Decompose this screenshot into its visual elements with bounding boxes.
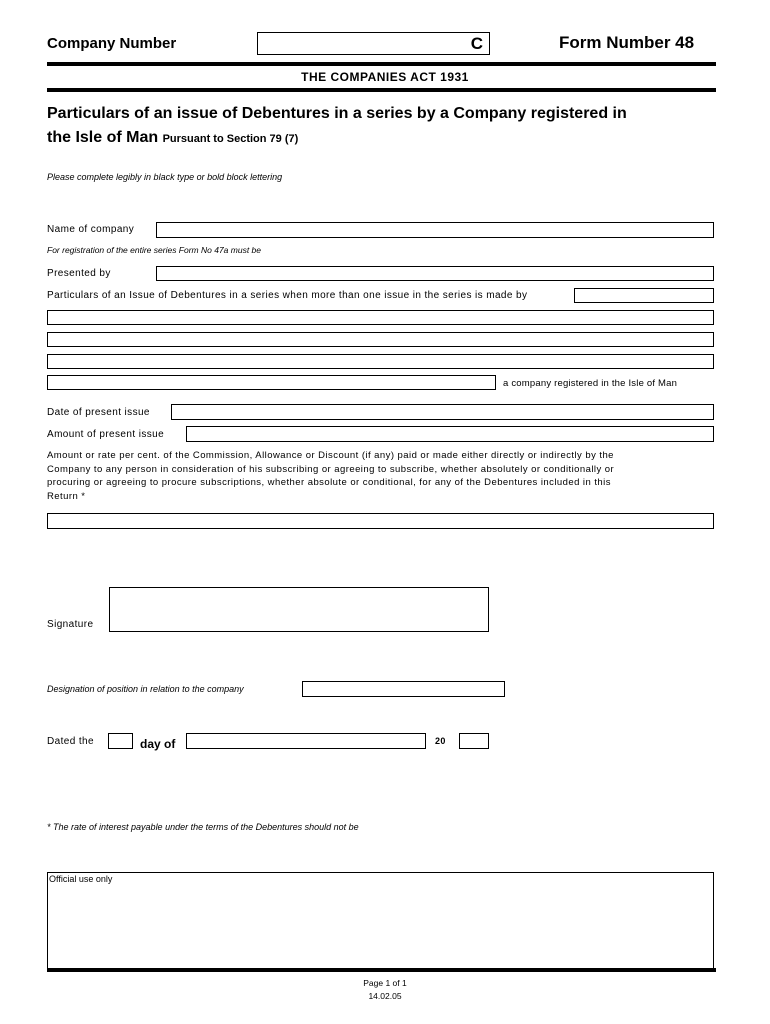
day-field[interactable]	[108, 733, 133, 749]
year-prefix: 20	[435, 736, 446, 746]
amount-of-issue-label: Amount of present issue	[47, 429, 165, 440]
company-number-field[interactable]	[257, 32, 490, 55]
official-use-label: Official use only	[49, 874, 113, 884]
company-number-label: Company Number	[47, 35, 177, 52]
month-field[interactable]	[186, 733, 426, 749]
dated-the-label: Dated the	[47, 736, 94, 747]
revision-date: 14.02.05	[368, 991, 402, 1001]
form-number: Form Number 48	[559, 33, 695, 52]
name-of-company-field[interactable]	[156, 222, 714, 238]
presented-by-field[interactable]	[156, 266, 714, 281]
form-title-line1: Particulars of an issue of Debentures in a series by a Company registered in	[47, 105, 627, 122]
signature-label: Signature	[47, 619, 94, 630]
particulars-made-by-field[interactable]	[574, 288, 714, 303]
form-title-line2: the Isle of Man	[47, 129, 159, 146]
signature-field[interactable]	[109, 587, 489, 632]
header-rule-top	[47, 62, 716, 66]
official-use-box	[47, 872, 714, 971]
commission-line-4: Return *	[47, 490, 86, 502]
registration-note: For registration of the entire series Form No 47a must be	[47, 245, 262, 255]
footer-rule	[47, 968, 716, 972]
particulars-line-2[interactable]	[47, 332, 714, 347]
particulars-line-1[interactable]	[47, 310, 714, 325]
commission-line-1: Amount or rate per cent. of the Commission, Allowance or Discount (if any) paid or made either directly or indirectly by the	[47, 450, 614, 461]
date-of-issue-label: Date of present issue	[47, 407, 150, 418]
header-rule-bottom	[47, 88, 716, 92]
particulars-line-3[interactable]	[47, 354, 714, 369]
particulars-label: Particulars of an Issue of Debentures in a series when more than one issue in the series is made by	[47, 290, 528, 301]
designation-field[interactable]	[302, 681, 505, 697]
designation-label: Designation of position in relation to the company	[47, 684, 244, 694]
page-number: Page 1 of 1	[363, 978, 407, 988]
date-of-issue-field[interactable]	[171, 404, 714, 420]
company-name-field[interactable]	[47, 375, 496, 390]
amount-of-issue-field[interactable]	[186, 426, 714, 442]
commission-paragraph	[47, 449, 717, 503]
name-of-company-label: Name of company	[47, 224, 135, 235]
day-of-label: day of	[140, 737, 176, 751]
instructions: Please complete legibly in black type or bold block lettering	[47, 172, 283, 182]
act-title: THE COMPANIES ACT 1931	[301, 70, 469, 84]
commission-field[interactable]	[47, 513, 714, 529]
commission-line-3: procuring or agreeing to procure subscriptions, whether absolute or conditional, for any of the Debentures included in this	[47, 477, 611, 488]
pursuant-section: Pursuant to Section 79 (7)	[162, 133, 299, 145]
commission-line-2: Company to any person in consideration of his subscribing or agreeing to subscribe, whether absolutely or conditionally or	[47, 463, 615, 475]
footnote: * The rate of interest payable under the terms of the Debentures should not be	[47, 822, 359, 832]
presented-by-label: Presented by	[47, 268, 111, 279]
company-number-prefix: C	[470, 34, 483, 53]
registered-suffix: a company registered in the Isle of Man	[503, 378, 678, 389]
year-field[interactable]	[459, 733, 489, 749]
